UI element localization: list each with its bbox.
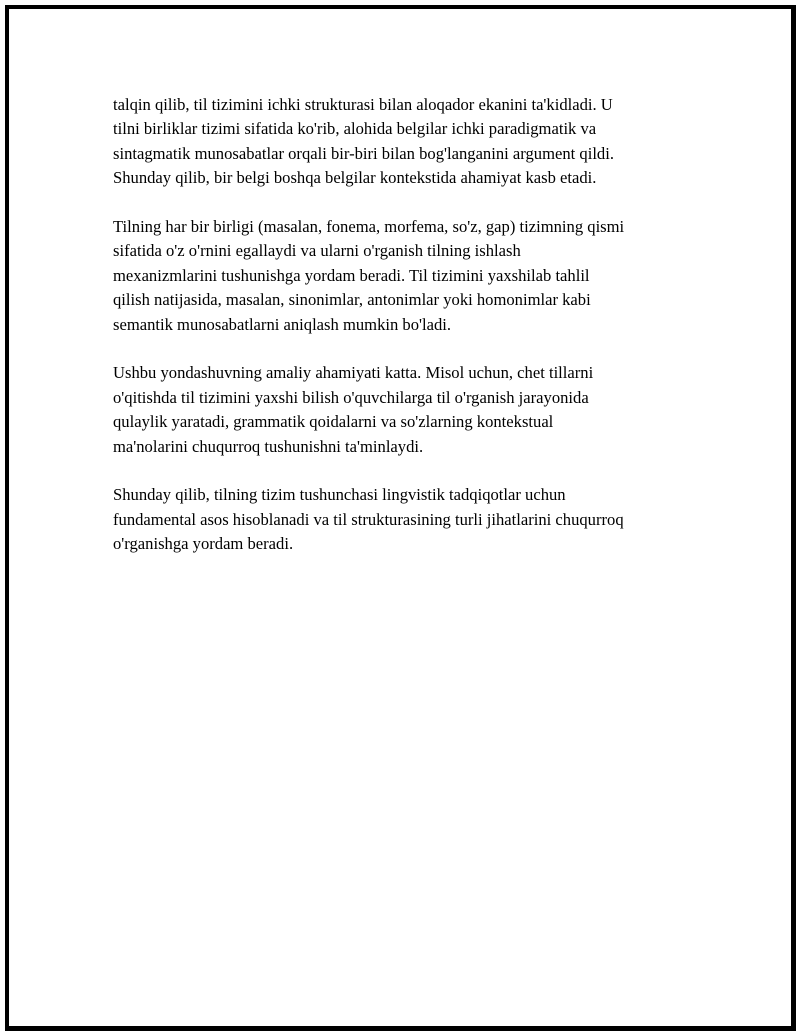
paragraph-3 [113,361,693,459]
paragraph-4 [113,483,693,556]
text-line: qilish natijasida, masalan, sinonimlar, antonimlar yoki homonimlar kabi [113,290,591,310]
text-line: mexanizmlarini tushunishga yordam beradi. Til tizimini yaxshilab tahlil [113,265,590,285]
text-line: ma'nolarini chuqurroq tushunishni ta'minlaydi. [113,436,424,456]
text-line: o'rganishga yordam beradi. [113,534,294,554]
text-line: sintagmatik munosabatlar orqali bir-biri bilan bog'langanini argument qildi. [113,143,614,163]
text-line: o'qitishda til tizimini yaxshi bilish o'quvchilarga til o'rganish jarayonida [113,387,589,407]
text-line: Shunday qilib, bir belgi boshqa belgilar kontekstida ahamiyat kasb etadi. [113,168,597,188]
text-line: Shunday qilib, tilning tizim tushunchasi lingvistik tadqiqotlar uchun [113,485,566,505]
text-line: fundamental asos hisoblanadi va til strukturasining turli jihatlarini chuqurroq [113,509,624,529]
text-line: sifatida o'z o'rnini egallaydi va ularni o'rganish tilning ishlash [113,241,521,261]
text-line: Tilning har bir birligi (masalan, fonema, morfema, so'z, gap) tizimning qismi [113,217,625,237]
text-line: talqin qilib, til tizimini ichki strukturasi bilan aloqador ekanini ta'kidladi. U [113,95,613,114]
paragraph-1 [113,93,693,191]
text-line: qulaylik yaratadi, grammatik qoidalarni va so'zlarning kontekstual [113,412,554,432]
text-line: semantik munosabatlarni aniqlash mumkin bo'ladi. [113,314,452,334]
document-body [113,93,693,581]
text-line: tilni birliklar tizimi sifatida ko'rib, alohida belgilar ichki paradigmatik va [113,119,597,139]
paragraph-2 [113,215,693,337]
text-line: Ushbu yondashuvning amaliy ahamiyati katta. Misol uchun, chet tillarni [113,363,594,383]
